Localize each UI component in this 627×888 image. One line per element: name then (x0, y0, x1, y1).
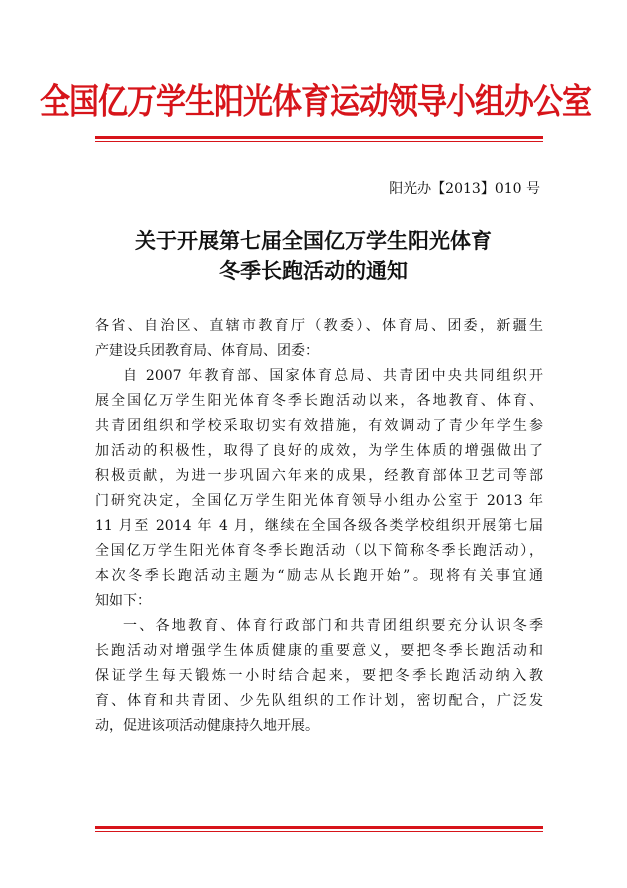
letterhead-red-rule (95, 136, 543, 142)
body-line: 保证学生每天锻炼一小时结合起来，要把冬季长跑活动纳入教 (95, 668, 543, 684)
footer-red-rule (95, 826, 543, 832)
body-line: 育、体育和共青团、少先队组织的工作计划，密切配合，广泛发 (95, 693, 543, 709)
title-line-2: 冬季长跑活动的通知 (219, 259, 408, 283)
red-rule-thick (95, 136, 543, 139)
body-line: 动，促进该项活动健康持久地开展。 (95, 718, 319, 734)
body-line: 11 月至 2014 年 4 月，继续在全国各级各类学校组织开展第七届 (95, 518, 543, 534)
body-line: 自 2007 年教育部、国家体育总局、共青团中央共同组织开 (123, 368, 543, 384)
body-line: 各省、自治区、直辖市教育厅（教委）、体育局、团委，新疆生 (95, 318, 543, 334)
red-rule-thin (95, 831, 543, 832)
body-line: 全国亿万学生阳光体育冬季长跑活动（以下简称冬季长跑活动）， (95, 543, 543, 559)
red-rule-thin (95, 141, 543, 142)
body-line: 知如下： (95, 593, 151, 609)
body-line: 积极贡献，为进一步巩固六年来的成果，经教育部体卫艺司等部 (95, 468, 543, 484)
title-line-1: 关于开展第七届全国亿万学生阳光体育 (135, 229, 492, 253)
red-rule-thick (95, 826, 543, 829)
body-line: 共青团组织和学校采取切实有效措施，有效调动了青少年学生参 (95, 418, 543, 434)
body-line: 产建设兵团教育局、体育局、团委： (95, 343, 319, 359)
body-line: 门研究决定，全国亿万学生阳光体育领导小组办公室于 2013 年 (95, 493, 543, 509)
body-line: 长跑活动对增强学生体质健康的重要意义，要把冬季长跑活动和 (95, 643, 543, 659)
document-body (95, 314, 543, 739)
letterhead-org-name: 全国亿万学生阳光体育运动领导小组办公室 (40, 81, 591, 123)
body-line: 本次冬季长跑活动主题为“励志从长跑开始”。现将有关事宜通 (95, 568, 543, 584)
body-line: 展全国亿万学生阳光体育冬季长跑活动以来，各地教育、体育、 (95, 393, 543, 409)
document-title (0, 226, 627, 286)
body-line: 加活动的积极性，取得了良好的成效，为学生体质的增强做出了 (95, 443, 543, 459)
body-line: 一、各地教育、体育行政部门和共青团组织要充分认识冬季 (123, 618, 543, 634)
document-number: 阳光办【2013】010 号 (389, 181, 540, 197)
